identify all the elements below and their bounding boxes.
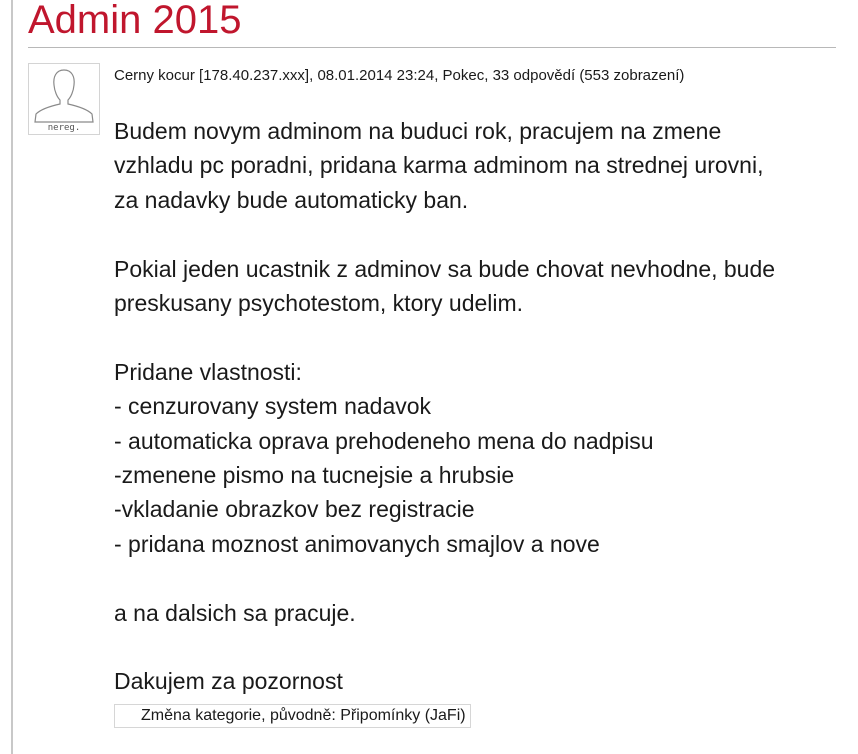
post-text-line: a na dalsich sa pracuje. [114, 599, 356, 626]
post-text-line: -zmenene pismo na tucnejsie a hrubsie [114, 462, 515, 489]
post-text-line: - automaticka oprava prehodeneho mena do nadpisu [114, 427, 654, 454]
user-silhouette-icon [29, 64, 99, 134]
post-text-line: -vkladanie obrazkov bez registracie [114, 496, 475, 523]
avatar[interactable] [28, 63, 100, 135]
paragraph-gap [114, 561, 839, 595]
paragraph-gap [114, 630, 839, 664]
post-text-line: za nadavky bude automaticky ban. [114, 186, 469, 213]
paragraph-gap [114, 217, 839, 251]
post-meta: Cerny kocur [178.40.237.xxx], 08.01.2014 23:24, Pokec, 33 odpovědí (553 zobrazení) [114, 67, 685, 84]
post-text-line: Pridane vlastnosti: [114, 358, 302, 385]
post-text-line: preskusany psychotestom, ktory udelim. [114, 290, 524, 317]
post-text-line: Pokial jeden ucastnik z adminov sa bude chovat nevhodne, bude [114, 255, 776, 282]
post-text-line: Dakujem za pozornost [114, 668, 343, 695]
paragraph-gap [114, 320, 839, 354]
post-text-line: - cenzurovany system nadavok [114, 393, 432, 420]
post-title[interactable]: Admin 2015 [28, 0, 242, 42]
category-change-note: Změna kategorie, původně: Připomínky (JaFi) [114, 704, 471, 728]
post-body [114, 114, 839, 699]
avatar-label: nereg. [47, 123, 81, 133]
post-text-line: vzhladu pc poradni, pridana karma adminom na strednej urovni, [114, 152, 764, 179]
title-divider [28, 47, 836, 48]
post-text-line: - pridana moznost animovanych smajlov a nove [114, 530, 600, 557]
post-text-line: Budem novym adminom na buduci rok, pracujem na zmene [114, 118, 722, 144]
left-border [11, 0, 13, 754]
